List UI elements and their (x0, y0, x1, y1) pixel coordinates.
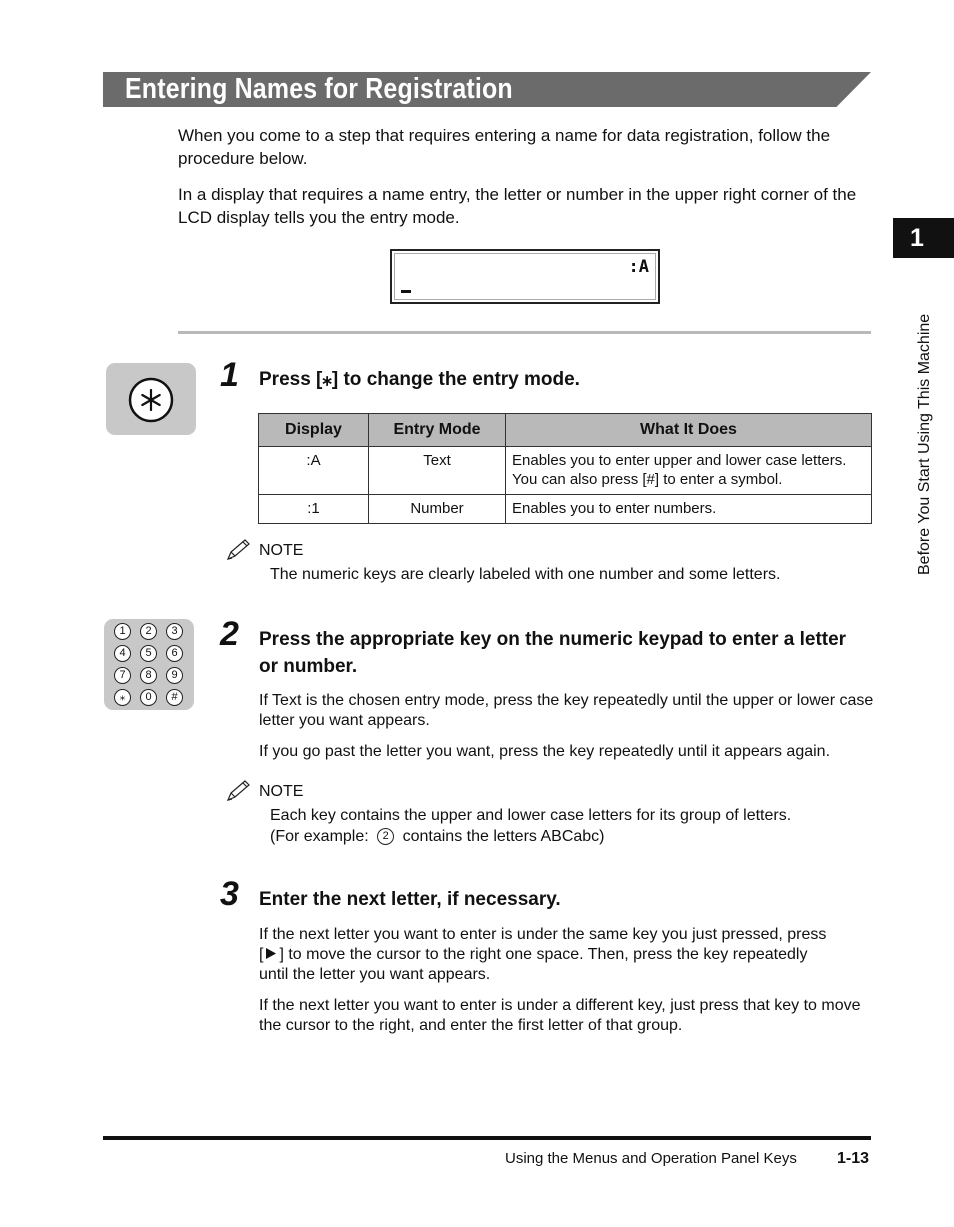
keypad-key: 3 (166, 623, 183, 640)
step-2-paragraph-1: If Text is the chosen entry mode, press the key repeatedly until the upper or lower case letter you want appears. (259, 692, 874, 729)
intro-paragraph-1: When you come to a step that requires entering a name for data registration, follow the procedure below. (178, 126, 831, 168)
keypad-key: 5 (140, 645, 157, 662)
table-cell-display: :A (259, 447, 369, 495)
keypad-key: 9 (166, 667, 183, 684)
step-1-heading-pre: Press [ (259, 369, 323, 390)
lcd-display (390, 249, 660, 304)
step-2-heading: Press the appropriate key on the numeric keypad to enter a letter or number. (259, 629, 847, 677)
step-1-heading-key: ⁎ (322, 369, 332, 390)
step-2-paragraph-2: If you go past the letter you want, press the key repeatedly until it appears again. (259, 743, 831, 760)
step-2-note-line-2 (270, 826, 605, 847)
numeric-keypad-icon (104, 619, 194, 710)
step-3-number: 3 (220, 875, 239, 913)
step-1-note-text: The numeric keys are clearly labeled with one number and some letters. (270, 566, 781, 583)
note-example-pre: (For example: (270, 828, 369, 845)
step-3-paragraph-1-line-2 (259, 945, 879, 965)
chapter-side-title-text: Before You Start Using This Machine (916, 313, 933, 575)
table-cell-description-line: You can also press [#] to enter a symbol. (512, 471, 783, 488)
table-header-what-it-does: What It Does (506, 414, 872, 447)
chapter-tab (893, 218, 954, 258)
note-example-post: contains the letters ABCabc) (402, 828, 605, 845)
section-title: Entering Names for Registration (125, 73, 513, 105)
step-3-paragraph-1-line-3: until the letter you want appears. (259, 966, 491, 983)
divider-rule (178, 331, 871, 334)
keypad-key: 6 (166, 645, 183, 662)
keypad-key: 1 (114, 623, 131, 640)
table-row (259, 447, 872, 495)
table-cell-display: :1 (259, 495, 369, 524)
step-3-paragraph-1 (259, 925, 879, 985)
step-3-line-2-text: ] to move the cursor to the right one space. Then, press the key repeatedly (279, 946, 808, 963)
table-cell-description (506, 447, 872, 495)
table-header-row (259, 414, 872, 447)
key-2-icon: 2 (377, 828, 394, 845)
intro-paragraph-2: In a display that requires a name entry, the letter or number in the upper right corner of the LCD display tells you the entry mode. (178, 185, 857, 227)
step-2-note-line-1: Each key contains the upper and lower case letters for its group of letters. (270, 807, 792, 824)
footer-page-number: 1-13 (837, 1150, 870, 1167)
table-cell-mode: Number (369, 495, 506, 524)
lcd-cursor (401, 290, 411, 293)
table-row (259, 495, 872, 524)
step-3-paragraph-2: If the next letter you want to enter is under a different key, just press that key to move the cursor to the right, and enter the first letter of that group. (259, 997, 861, 1034)
step-3-heading: Enter the next letter, if necessary. (259, 889, 561, 910)
lcd-inner-frame (394, 253, 656, 300)
table-cell-description (506, 495, 872, 524)
asterisk-key-graphic (106, 363, 196, 435)
keypad-key: 7 (114, 667, 131, 684)
table-header-entry-mode: Entry Mode (369, 414, 506, 447)
lcd-entry-mode: :A (628, 257, 649, 277)
chapter-number: 1 (910, 224, 924, 252)
note-pencil-icon (225, 779, 251, 803)
footer-rule (103, 1136, 871, 1140)
keypad-key: 2 (140, 623, 157, 640)
table-cell-mode: Text (369, 447, 506, 495)
bracket-open: [ (259, 946, 264, 963)
asterisk-key-icon (106, 363, 196, 435)
right-arrow-key-icon (264, 947, 278, 960)
step-1-heading-post: ] to change the entry mode. (331, 369, 580, 390)
entry-mode-table (258, 413, 872, 524)
step-1-note-label: NOTE (259, 542, 304, 559)
keypad-key: 0 (140, 689, 157, 706)
table-cell-description-line: Enables you to enter numbers. (512, 500, 717, 517)
keypad-key: 4 (114, 645, 131, 662)
footer-section-name: Using the Menus and Operation Panel Keys (505, 1150, 797, 1167)
step-1-heading (259, 366, 580, 393)
step-2-number: 2 (220, 615, 239, 653)
step-1-number: 1 (220, 356, 239, 394)
keypad-key: ⁎ (114, 689, 131, 706)
note-pencil-icon (225, 538, 251, 562)
table-cell-description-line: Enables you to enter upper and lower case letters. (512, 452, 847, 469)
keypad-key: # (166, 689, 183, 706)
table-header-display: Display (259, 414, 369, 447)
chapter-side-title (916, 270, 936, 580)
step-3-paragraph-1-line-1: If the next letter you want to enter is under the same key you just pressed, press (259, 926, 827, 943)
keypad-key: 8 (140, 667, 157, 684)
step-2-note-label: NOTE (259, 783, 304, 800)
